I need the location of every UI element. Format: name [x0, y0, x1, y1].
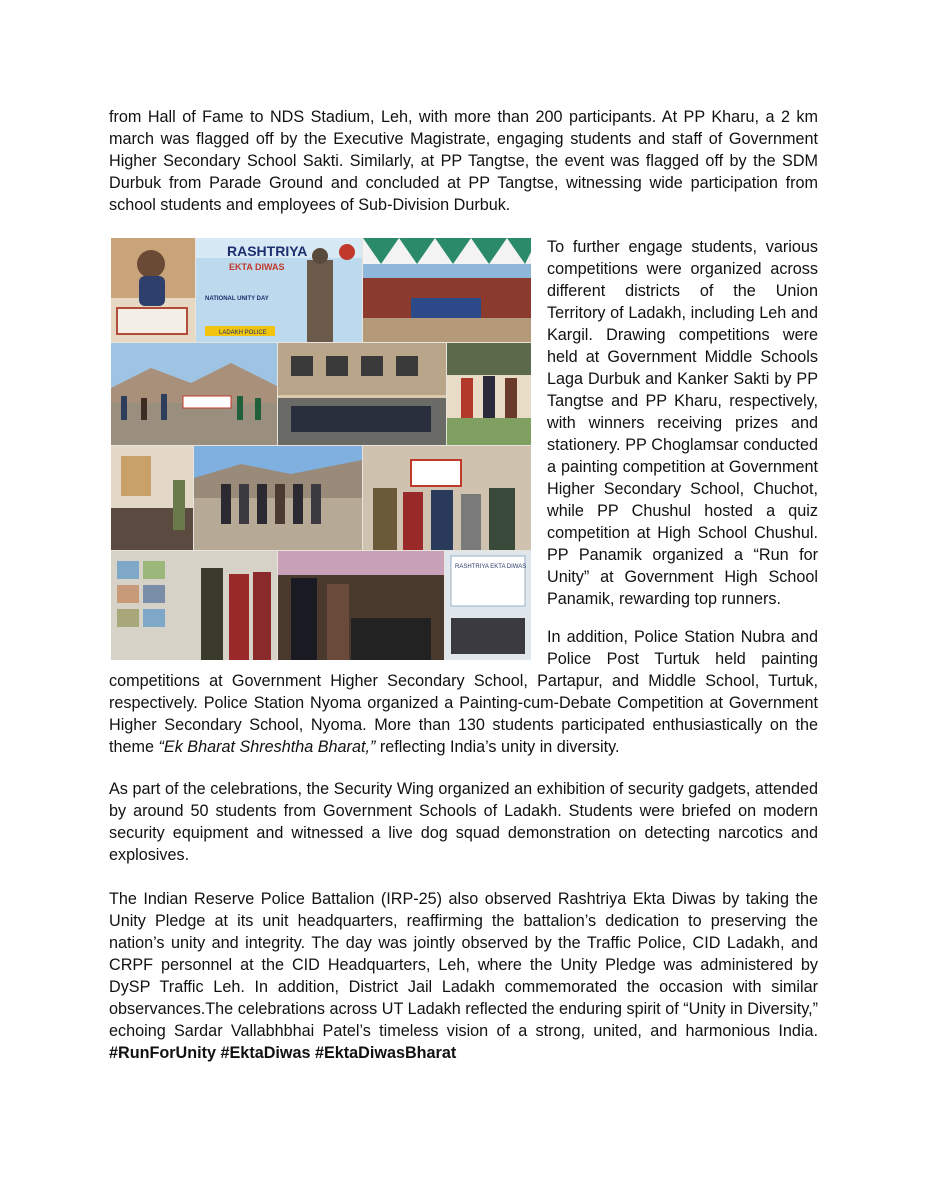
- poster-title-1: RASHTRIYA: [227, 243, 308, 259]
- photo-child-drawing: [111, 238, 195, 342]
- photo-security-gadgets: [278, 551, 444, 660]
- collage-graphic: [111, 238, 531, 660]
- photo-tent-gathering: [363, 238, 531, 342]
- photo-police-students: [363, 446, 531, 550]
- photo-classroom: [111, 446, 193, 550]
- poster-footer: LADAKH POLICE: [219, 330, 267, 336]
- photo-debate-banner: [445, 551, 531, 660]
- hashtags: #RunForUnity #EktaDiwas #EktaDiwasBharat: [109, 1044, 457, 1062]
- poster-subtitle: NATIONAL UNITY DAY: [205, 296, 269, 302]
- paragraph-5-text: The Indian Reserve Police Battalion (IRP-25) also observed Rashtriya Ekta Diwas by taking the Unity Pledge at its unit headquarters, reaffirming the battalion’s dedication to preserving the nation’s unity and integrity. The day was jointly observed by the Traffic Police, CID Ladakh, and CRPF personnel at the CID Headquarters, Leh, where the Unity Pledge was administered by DySP Traffic Leh. In addition, District Jail Ladakh commemorated the occasion with similar observances.The celebrations across UT Ladakh reflected the enduring spirit of “Unity in Diversity,” echoing Sardar Vallabhbhai Patel’s timeless vision of a strong, united, and harmonious India.: [109, 890, 818, 1040]
- photo-pledge-building: [278, 343, 446, 445]
- paragraph-3-text-b: reflecting India’s unity in diversity.: [375, 738, 620, 756]
- paragraph-3-text-a: In addition, Police Station Nubra and Police Post Turtuk held painting competitions at Government Higher Secondary School, Partapur, and Middle School, Turtuk, respectively. Police Station Nyoma organized a Painting-cum-Debate Competition at Government Higher Secondary School, Nyoma. More than 130 students participated enthusiastically on the theme: [109, 628, 818, 756]
- photo-prize-ceremony: [447, 343, 531, 445]
- paragraph-3-theme: “Ek Bharat Shreshtha Bharat,”: [158, 738, 376, 756]
- paragraph-4: As part of the celebrations, the Security Wing organized an exhibition of security gadgets, attended by around 50 students from Government Schools of Ladakh. Students were briefed on modern security equipment and witnessed a live dog squad demonstration on detecting narcotics and explosives.: [109, 780, 818, 864]
- poster-title-2: EKTA DIWAS: [229, 262, 285, 272]
- paragraph-2: To further engage students, various competitions were organized across different districts of the Union Territory of Ladakh, including Leh and Kargil. Drawing competitions were held at Government Middle Schools Laga Durbuk and Kanker Sakti by PP Tangtse and PP Kharu, respectively, with winners receiving prizes and stationery. PP Choglamsar conducted a painting competition at Government Higher Secondary School, Chuchot, while PP Chushul hosted a quiz competition at High School Chushul. PP Panamik organized a “Run for Unity” at Government High School Panamik, rewarding top runners.: [547, 238, 818, 608]
- document-page: [109, 106, 818, 1064]
- photo-ekta-diwas-poster: [196, 238, 362, 342]
- photo-exhibition-wall: [111, 551, 277, 660]
- paragraph-1: from Hall of Fame to NDS Stadium, Leh, with more than 200 participants. At PP Kharu, a 2 km march was flagged off by the Executive Magistrate, engaging students and staff of Government Higher Secondary School Sakti. Similarly, at PP Tangtse, the event was flagged off by the SDM Durbuk from Parade Ground and concluded at PP Tangtse, witnessing wide participation from school students and employees of Sub-Division Durbuk.: [109, 108, 818, 214]
- photo-rally-mountains: [111, 343, 277, 445]
- paragraph-5: [109, 888, 818, 1064]
- banner-text: RASHTRIYA EKTA DIWAS: [455, 564, 527, 570]
- photo-collage: [111, 238, 531, 660]
- photo-pledge-line: [194, 446, 362, 550]
